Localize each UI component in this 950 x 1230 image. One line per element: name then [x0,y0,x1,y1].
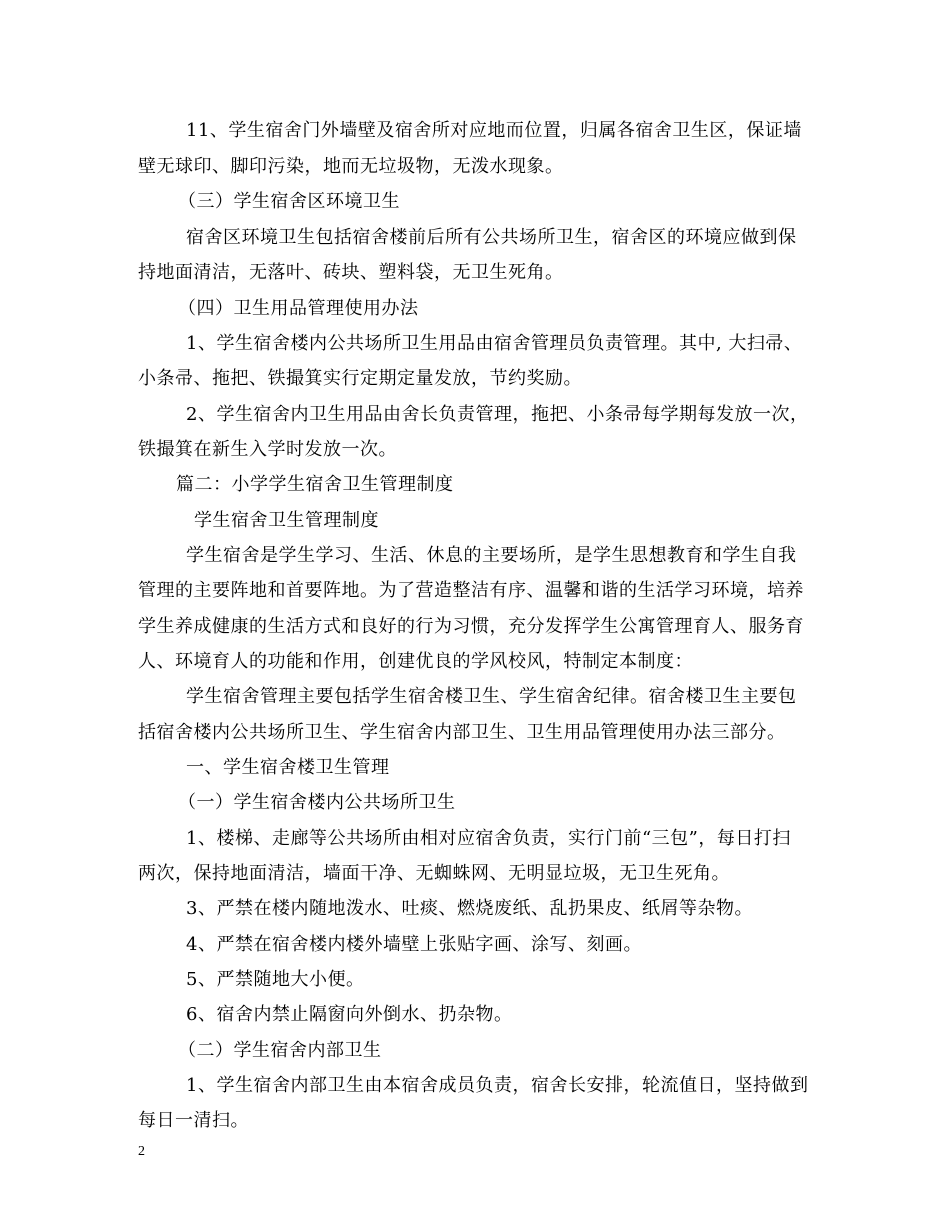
text-line: 2、学生宿舍内卫生用品由舍长负责管理，拖把、小条帚每学期每发放一次， [186,404,809,425]
text-line: 4、严禁在宿舍楼内楼外墙壁上张贴字画、涂写、刻画。 [186,934,642,955]
section-heading: （二）学生宿舍内部卫生 [178,1040,382,1061]
text-line: 5、严禁随地大小便。 [186,969,365,990]
text-line: 铁撮箕在新生入学时发放一次。 [138,439,397,460]
text-line: 每日一清扫。 [138,1110,249,1131]
text-line: 人、环境育人的功能和作用，创建优良的学风校风，特制定本制度： [138,651,693,672]
text-line: 宿舍区环境卫生包括宿舍楼前后所有公共场所卫生，宿舍区的环境应做到保 [186,227,797,248]
text-line: 6、宿舍内禁止隔窗向外倒水、扔杂物。 [186,1004,513,1025]
document-title: 学生宿舍卫生管理制度 [194,510,379,531]
text-line: 持地面清洁，无落叶、砖块、塑料袋，无卫生死角。 [138,262,564,283]
section-heading: 一、学生宿舍楼卫生管理 [186,757,390,778]
text-line: 小条帚、拖把、铁撮箕实行定期定量发放，节约奖励。 [138,368,582,389]
text-line: 管理的主要阵地和首要阵地。为了营造整洁有序、温馨和谐的生活学习环境，培养 [138,580,804,601]
text-line: 学生宿舍是学生学习、生活、休息的主要场所，是学生思想教育和学生自我 [186,545,797,566]
section-heading: （一）学生宿舍楼内公共场所卫生 [178,792,456,813]
text-line: 1、楼梯、走廊等公共场所由相对应宿舍负责，实行门前“三包”，每日打扫 [186,828,791,849]
text-line: 3、严禁在楼内随地泼水、吐痰、燃烧废纸、乱扔果皮、纸屑等杂物。 [186,898,753,919]
page-number: 2 [138,1144,145,1159]
section-heading: （四）卫生用品管理使用办法 [178,298,419,319]
chapter-heading: 篇二：小学学生宿舍卫生管理制度 [176,474,454,495]
text-line: 11、学生宿舍门外墙壁及宿舍所对应地而位置，归属各宿舍卫生区，保证墙 [186,120,802,141]
text-line: 1、学生宿舍内部卫生由本宿舍成员负责，宿舍长安排，轮流值日，坚持做到 [186,1075,809,1096]
text-line: 学生宿舍管理主要包括学生宿舍楼卫生、学生宿舍纪律。宿舍楼卫生主要包 [186,686,797,707]
text-line: 壁无球印、脚印污染，地而无垃圾物，无泼水现象。 [138,156,564,177]
section-heading: （三）学生宿舍区环境卫生 [178,191,400,212]
text-line: 括宿舍楼内公共场所卫生、学生宿舍内部卫生、卫生用品管理使用办法三部分。 [138,722,786,743]
text-line: 1、学生宿舍楼内公共场所卫生用品由宿舍管理员负责管理。其中, 大扫帚、 [186,333,803,354]
text-line: 学生养成健康的生活方式和良好的行为习惯，充分发挥学生公寓管理育人、服务育 [138,616,804,637]
text-line: 两次，保持地面清洁，墙面干净、无蜘蛛网、无明显垃圾，无卫生死角。 [138,863,730,884]
